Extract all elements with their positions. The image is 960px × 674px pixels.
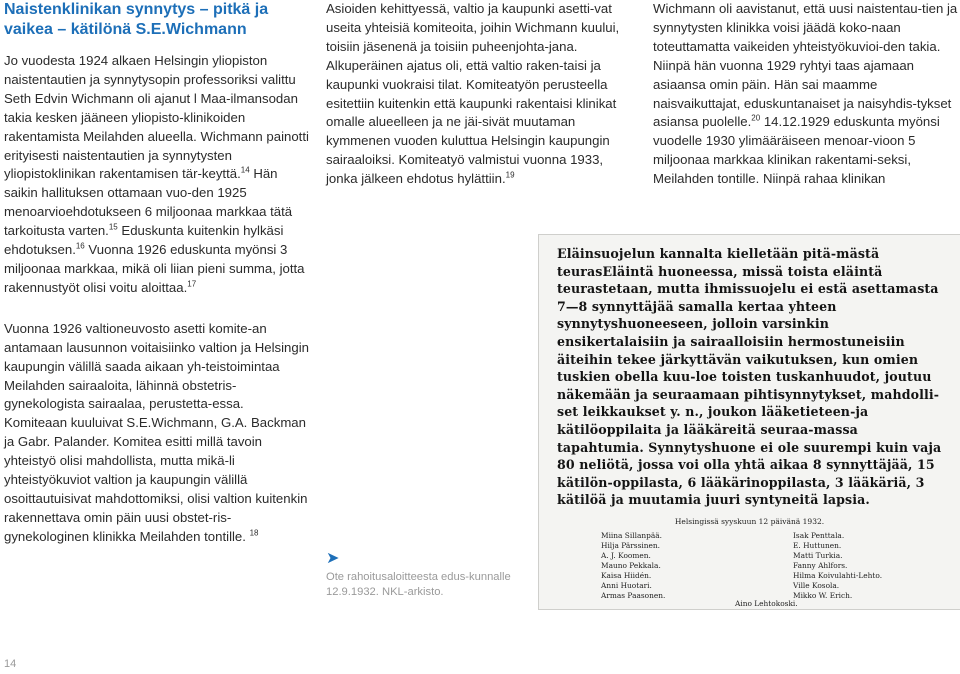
clipping-date: Helsingissä syyskuun 12 päivänä 1932. — [674, 516, 825, 526]
signers-right — [793, 531, 882, 601]
footnote-15: 15 — [108, 222, 118, 232]
paragraph-4-text-b: 14.12.1929 eduskunta myönsi vuodelle 1930 ylimääräiseen menoar-vioon 5 miljoonaa markkaa klinikan rakentami-seksi, Meilahden tontille. Niinpä rahaa klinikan — [653, 114, 940, 187]
paragraph-4 — [653, 0, 958, 189]
signers-left — [601, 531, 665, 601]
column-1 — [4, 0, 309, 547]
paragraph-1-text-d: Vuonna 1926 eduskunta myönsi 3 miljoonaa markkaa, mikä oli liian pieni summa, jotta rakennustyöt olisi voitu aloittaa. — [4, 242, 305, 295]
signer: Hilma Koivulahti-Lehto. — [793, 571, 883, 580]
signer: Mikko W. Erich. — [793, 591, 853, 600]
signer: Armas Paasonen. — [601, 591, 666, 600]
signer: Matti Turkia. — [793, 551, 843, 560]
footnote-18: 18 — [249, 528, 259, 538]
footnote-17: 17 — [187, 279, 197, 289]
footnote-14: 14 — [240, 166, 250, 176]
footnote-16: 16 — [75, 241, 85, 251]
paragraph-1 — [4, 52, 309, 298]
signer: Anni Huotari. — [601, 581, 652, 590]
paragraph-3-text: Asioiden kehittyessä, valtio ja kaupunki asetti-vat useita yhteisiä komiteoita, joihin Wichmann kuului, toisiin jäsenenä ja toisiin puheenjohta-jana. Alkuperäinen ajatus oli, että valtio raken-taisi ja kaupunki vuokraisi tilat. Komiteatyön perusteella esitettiin kuitenkin että kaupunki rakentaisi klinikat omalle alueelleen ja ne jäi-sivät muutaman kymmenen vuoden kuluttua Helsingin kaupungin sairaaloiksi. Komiteatyö valmistui vuonna 1933, jonka jälkeen ehdotus hylättiin. — [326, 1, 620, 187]
signer: Kaisa Hiidén. — [601, 571, 652, 580]
signer: Fanny Ahlfors. — [793, 561, 848, 570]
signer: Ville Kosola. — [793, 581, 840, 590]
footnote-19: 19 — [505, 170, 515, 180]
signer: A. J. Koomen. — [601, 551, 651, 560]
paragraph-2 — [4, 320, 309, 547]
signer: Miina Sillanpää. — [601, 531, 663, 540]
column-3 — [653, 0, 958, 189]
paragraph-2-text: Vuonna 1926 valtioneuvosto asetti komite-an antamaan lausunnon voitaisiinko valtion ja Helsingin kaupungin välillä saada aikaan yh-teistoimintaa Meilahden sairaaloita, lähinnä obstetris-gynekologista sairaalaa, perustetta-essa. Komiteaan kuuluivat S.E.Wichmann, G.A. Backman ja Gabr. Palander. Komitea esitti millä tavoin yhteistyö olisi mahdollista, mutta mikä-li yhteistyökuviot valtion ja kaupungin välillä osoittautuisivat mahdottomiksi, olisi valtion kuitenkin rakennettava omin päin uusi obstet-ris-gynekologinen klinikka Meilahden tontille. — [4, 320, 309, 544]
image-caption: Ote rahoitusaloitteesta edus-kunnalle 12.9.1932. NKL-arkisto. — [326, 571, 511, 599]
paragraph-4-text-a: Wichmann oli aavistanut, että uusi naistentau-tien ja synnytysten klinikka voisi jäädä koko-naan toteuttamatta vaikeiden yhteistyökuvioi-den takia. Niinpä hän vuonna 1929 ryhtyi taas ajamaan asiaansa omin päin. Hän sai maamme naisvaikuttajat, eduskuntanaiset ja naisyhdis-tykset asiansa puolelle. — [653, 1, 958, 130]
clipping-text: Eläinsuojelun kannalta kielletään pitä-mästä teurasEläintä huoneessa, missä toista eläintä teurastetaan, mutta ihmissuojelu ei estä asettamasta 7—8 synnyttäjää samalla kertaa yhteen synnytyshuoneeseen, jolloin varsinkin ensikertalaisiin ja sairaalloisiin hermostuneisiin äiteihin tekee järkyttävän vaikutuksen, kun omien tuskien obella kuu-loe toisten tuskanhuudot, joutuu näkemään ja seuraamaan pihtisynnytykset, mahdolli-set leikkaukset y. n., joukon lääketieteen-ja kätilöoppilaita ja lääkäreitä seuraa-massa tapahtumia. Synnytyshuone ei ole suurempi kuin vaja 80 neliötä, jossa voi olla yhtä aikaa 8 synnyttäjää, 15 kätilön-oppilasta, 6 lääkärinoppilasta, 3 lääkäriä, 3 kätilöä ja muutamia juuri syntyneitä lapsia. — [557, 246, 942, 508]
signer: Isak Penttala. — [793, 531, 845, 540]
page-number: 14 — [4, 658, 17, 670]
paragraph-1-text-c: Eduskunta kuitenkin hylkäsi ehdotuksen. — [4, 223, 284, 258]
signer: E. Huttunen. — [793, 541, 842, 550]
paragraph-1-text-a: Jo vuodesta 1924 alkaen Helsingin yliopiston naistentautien ja synnytysopin professoriksi valittu Seth Edvin Wichmann oli ajanut l Maa-ilmansodan takia kesken jääneen yliopisto-klinikoiden rakentamista Meilahden alueella. Wichmann painotti erityisesti naistentautien ja synnytysten yliopistoklinikan rakentamisen tär-keyttä. — [4, 53, 309, 182]
signer: Hilja Pärssinen. — [601, 541, 660, 550]
footnote-20: 20 — [751, 114, 761, 124]
paragraph-3 — [326, 0, 633, 189]
article-title: Naistenklinikan synnytys – pitkä ja vaikea – kätilönä S.E.Wichmann — [4, 1, 269, 38]
paragraph-1-text-b: Hän saikin hallituksen ottamaan vuo-den 1925 menoarvioehdotukseen 6 miljoonaa markkaa tätä tarkoitusta varten. — [4, 166, 293, 239]
column-2 — [326, 0, 633, 189]
signer: Mauno Pekkala. — [601, 561, 661, 570]
caption-arrow-icon: ➤ — [326, 550, 340, 567]
newspaper-clipping-image — [538, 234, 960, 610]
signer-bottom: Aino Lehtokoski. — [735, 599, 798, 608]
